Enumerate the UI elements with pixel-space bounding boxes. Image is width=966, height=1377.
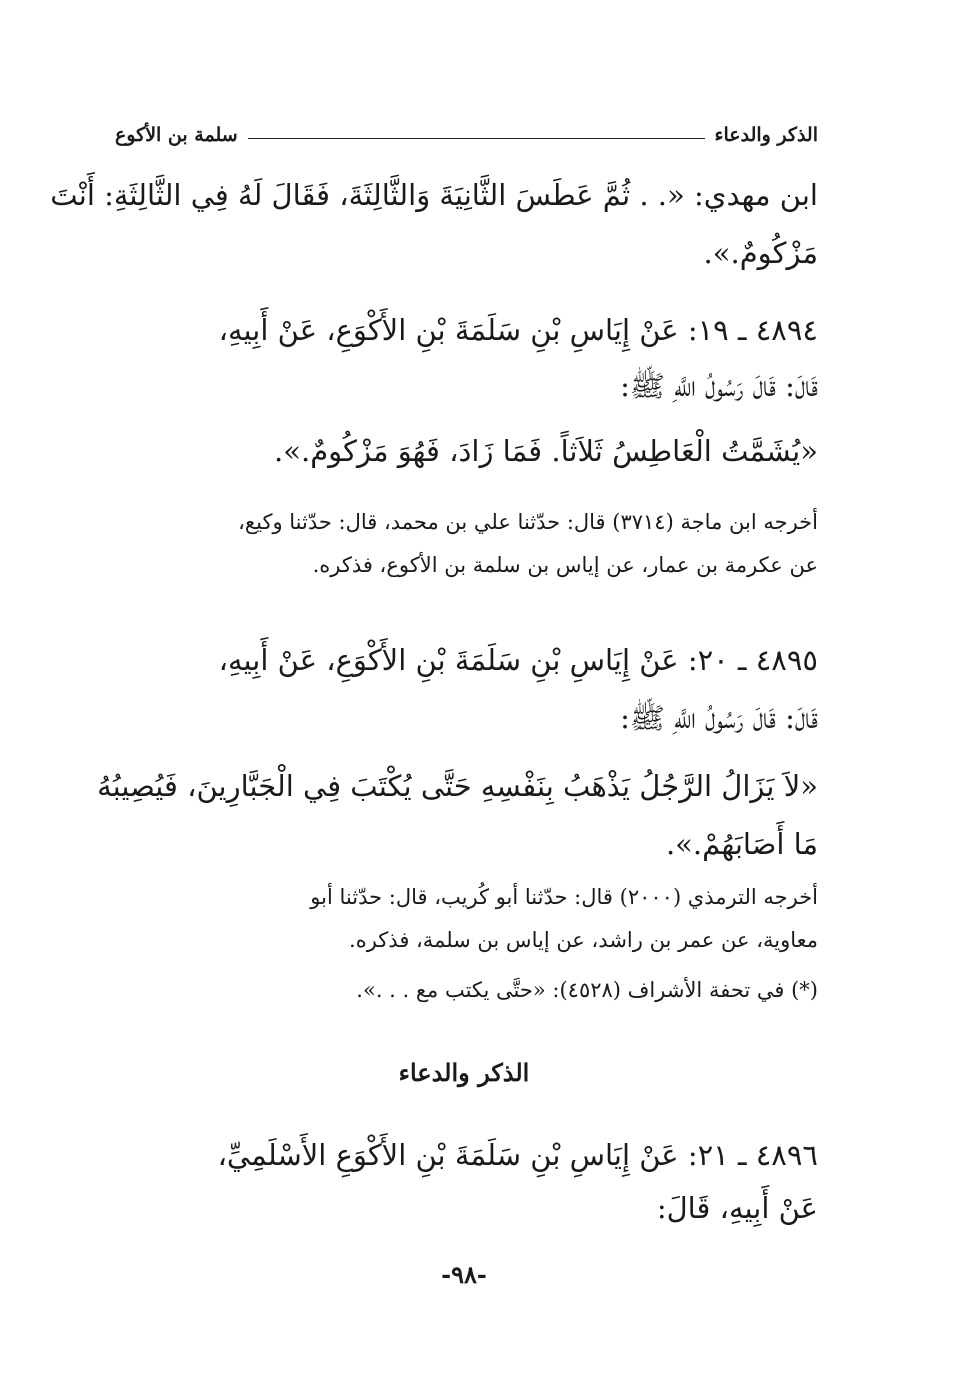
header-chapter-title: سلمة بن الأكوع [115, 124, 238, 146]
text-line: قَالَ: قَالَ رَسُولُ اللَّهِ ﷺ: [620, 701, 818, 735]
hadith-heading-4895: ٤٨٩٥ ـ ٢٠: عَنْ إِيَاسِ بْنِ سَلَمَةَ بْنِ الأَكْوَعِ، عَنْ أَبِيهِ، [218, 643, 818, 677]
hadith-text-line: مَا أَصَابَهُمْ.». [665, 827, 818, 861]
running-header [115, 116, 818, 146]
header-section-title: الذكر والدعاء [714, 124, 818, 146]
text-line: قَالَ: قَالَ رَسُولُ اللَّهِ ﷺ: [620, 369, 818, 403]
hadith-heading-4896: ٤٨٩٦ ـ ٢١: عَنْ إِيَاسِ بْنِ سَلَمَةَ بْنِ الأَكْوَعِ الأَسْلَمِيِّ، [217, 1138, 818, 1172]
text-line: مَزْكُومٌ.». [703, 236, 818, 270]
hadith-text-line: «يُشَمَّتُ الْعَاطِسُ ثَلاَثاً. فَمَا زَادَ، فَهُوَ مَزْكُومٌ.». [274, 434, 818, 468]
page-number: -٩٨- [441, 1260, 487, 1289]
header-rule [248, 138, 705, 139]
hadith-heading-4894: ٤٨٩٤ ـ ١٩: عَنْ إِيَاسِ بْنِ سَلَمَةَ بْنِ الأَكْوَعِ، عَنْ أَبِيهِ، [218, 313, 818, 347]
takhrij-line: عن عكرمة بن عمار، عن إياس بن سلمة بن الأكوع، فذكره. [312, 553, 818, 577]
text-line: ابن مهدي: «. . ثُمَّ عَطَسَ الثَّانِيَةَ وَالثَّالِثَةَ، فَقَالَ لَهُ فِي الثَّالِثَةِ: أَنْتَ [50, 178, 818, 212]
footnote-line: (*) في تحفة الأشراف (٤٥٢٨): «حتَّى يكتب مع . . .». [356, 978, 818, 1002]
takhrij-line: معاوية، عن عمر بن راشد، عن إياس بن سلمة، فذكره. [349, 928, 818, 952]
text-line: عَنْ أَبِيهِ، قَالَ: [656, 1191, 818, 1225]
section-heading: الذكر والدعاء [398, 1058, 530, 1087]
takhrij-line: أخرجه ابن ماجة (٣٧١٤) قال: حدّثنا علي بن محمد، قال: حدّثنا وكيع، [238, 510, 818, 534]
takhrij-line: أخرجه الترمذي (٢٠٠٠) قال: حدّثنا أبو كُريب، قال: حدّثنا أبو [310, 885, 818, 909]
hadith-text-line: «لاَ يَزَالُ الرَّجُلُ يَذْهَبُ بِنَفْسِهِ حَتَّى يُكْتَبَ فِي الْجَبَّارِينَ، فَيُصِيبُهُ [97, 769, 818, 803]
